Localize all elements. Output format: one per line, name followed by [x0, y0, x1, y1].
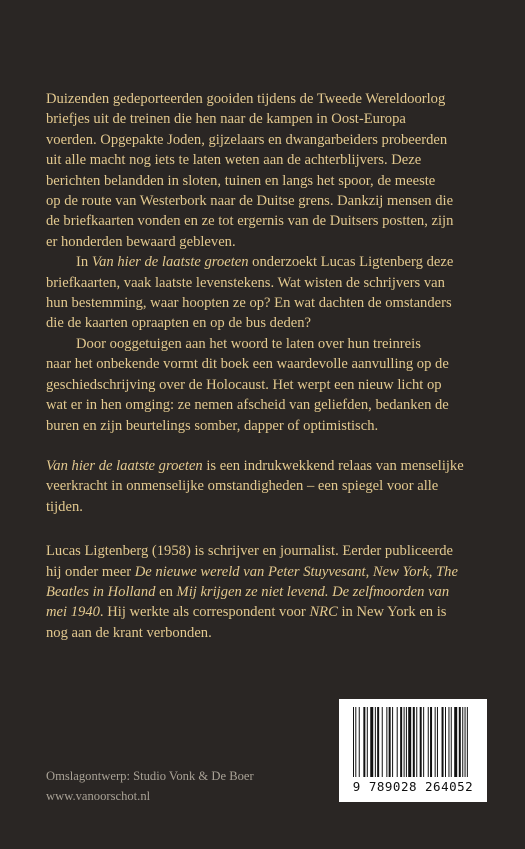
isbn-barcode [339, 699, 487, 802]
barcode-bar [420, 707, 422, 777]
author-bio: Lucas Ligtenberg (1958) is schrijver en journalist. Eerder publiceerde hij onder meer De nieuwe wereld van Peter Stuyvesant, New York, The Beatles in Holland en Mij krijgen ze niet levend. De zelfmoorden van mei 1940. Hij werkte als correspondent voor NRC in New York en is nog aan de krant verbonden. [46, 543, 458, 641]
cover-design-credit: Omslagontwerp: Studio Vonk & De Boer [46, 769, 254, 783]
barcode-bars [353, 707, 473, 777]
book-title: Van hier de laatste groeten [46, 457, 203, 474]
barcode-bar [375, 707, 376, 777]
barcode-bar [397, 707, 398, 777]
barcode-bar [430, 707, 432, 777]
blurb-text [46, 89, 486, 643]
blurb-paragraph-2: In Van hier de laatste groeten onderzoekt Lucas Ligtenberg deze briefkaarten, vaak laatste levenstekens. Wat wisten de schrijvers van hun bestemming, waar hoopten ze op? En wat dachten de omstanders die de kaarten opraapten en op de bus deden? [46, 254, 454, 332]
barcode-bar [445, 707, 446, 777]
barcode-bar [454, 707, 457, 777]
barcode-bar [423, 707, 424, 777]
barcode-bar [400, 707, 402, 777]
credits [46, 766, 254, 806]
barcode-bar [363, 707, 365, 777]
barcode-bar [448, 707, 449, 777]
barcode-bar [462, 707, 463, 777]
barcode-bar [367, 707, 368, 777]
barcode-bar [437, 707, 438, 777]
barcode-bar [408, 707, 411, 777]
barcode-bar [404, 707, 405, 777]
isbn-number: 9 789028 264052 [352, 779, 474, 794]
barcode-bar [435, 707, 436, 777]
barcode-bar [355, 707, 356, 777]
barcode-bar [377, 707, 379, 777]
barcode-bar [428, 707, 429, 777]
barcode-bar [359, 707, 360, 777]
barcode-bar [442, 707, 444, 777]
barcode-bar [451, 707, 452, 777]
barcode-bar [467, 707, 468, 777]
barcode-bar [413, 707, 415, 777]
barcode-bar [370, 707, 373, 777]
barcode-bar [406, 707, 407, 777]
barcode-bar [465, 707, 466, 777]
barcode-bar [382, 707, 383, 777]
blurb-paragraph-3: Door ooggetuigen aan het woord te laten over hun treinreis naar het onbekende vormt dit boek een waardevolle aanvulling op de geschiedschrijving over de Holocaust. Het werpt een nieuw licht op wat er in hen omging: ze nemen afscheid van geliefden, bedanken de buren en zijn beurtelings somber, dapper of optimistisch. [46, 335, 449, 434]
book-title: Van hier de laatste groeten [91, 254, 249, 271]
barcode-bar [353, 707, 354, 777]
publisher-url: www.vanoorschot.nl [46, 789, 151, 803]
barcode-bar [416, 707, 417, 777]
barcode-bar [392, 707, 393, 777]
blurb-paragraph-1: Duizenden gedeporteerden gooiden tijdens de Tweede Wereldoorlog briefjes uit de treinen die hen naar de kampen in Oost-Europa voerden. Opgepakte Joden, gijzelaars en dwangarbeiders probeerden uit alle macht nog iets te laten weten aan de achterblijvers. Deze berichten belandden in sloten, tuinen en langs het spoor, de meeste op de route van Westerbork naar de Duitse grens. Dankzij mensen die de briefkaarten vonden en ze tot ergernis van de Duitsers postten, zijn er honderden bewaard gebleven. [46, 91, 454, 250]
barcode-bar [386, 707, 387, 777]
barcode-bar [459, 707, 461, 777]
blurb-paragraph-4: Van hier de laatste groeten is een indrukwekkend relaas van menselijke veerkracht in onmenselijke omstandigheden – een spiegel voor alle tijden. [46, 457, 464, 515]
barcode-bar [389, 707, 391, 777]
